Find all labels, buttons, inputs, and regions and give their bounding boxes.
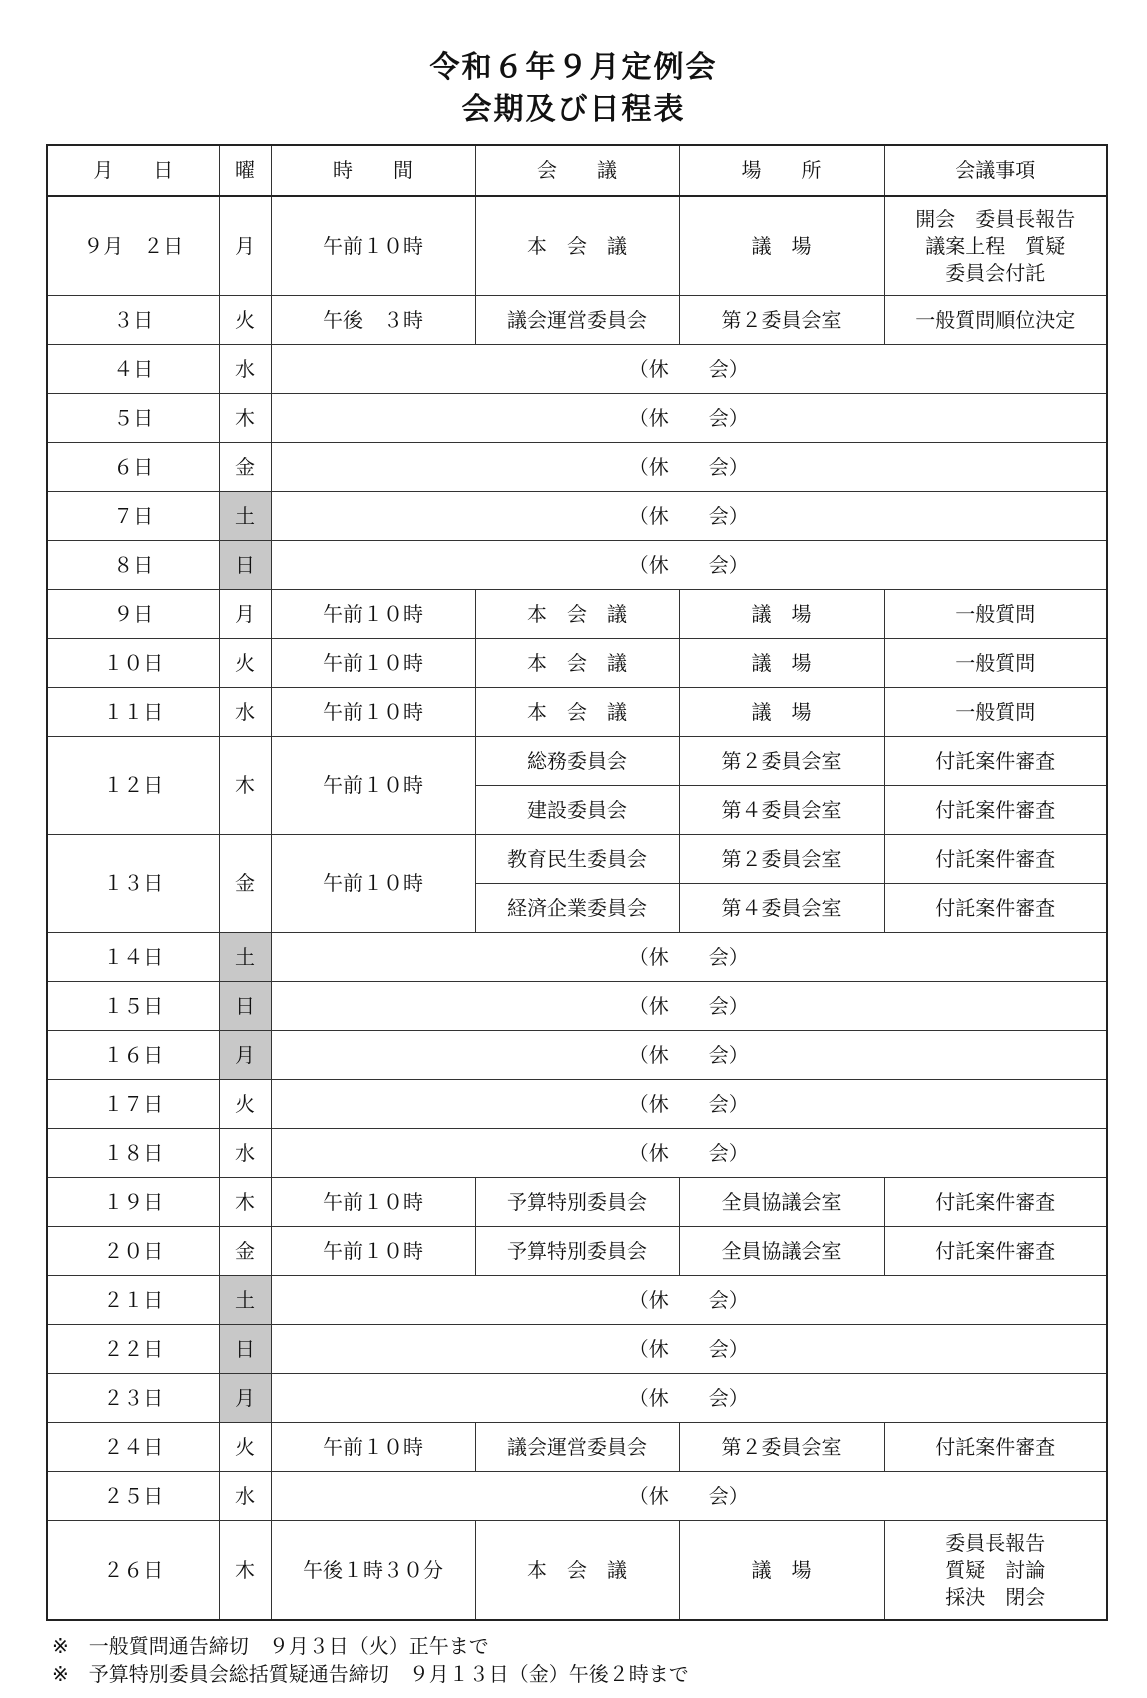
items-cell: 開会 委員長報告 議案上程 質疑 委員会付託 bbox=[884, 196, 1107, 296]
time-cell: 午前１０時 bbox=[271, 1227, 475, 1276]
weekday-cell: 火 bbox=[219, 1423, 271, 1472]
weekday-cell: 木 bbox=[219, 394, 271, 443]
meeting-cell: 議会運営委員会 bbox=[475, 296, 679, 345]
header-time: 時 間 bbox=[271, 145, 475, 196]
items-cell: 一般質問 bbox=[884, 590, 1107, 639]
date-cell: ３日 bbox=[47, 296, 219, 345]
table-row bbox=[47, 1031, 1107, 1080]
table-row bbox=[47, 1227, 1107, 1276]
place-cell: 議 場 bbox=[679, 639, 884, 688]
date-cell: １０日 bbox=[47, 639, 219, 688]
date-cell: ２０日 bbox=[47, 1227, 219, 1276]
table-row bbox=[47, 1178, 1107, 1227]
weekday-cell: 日 bbox=[219, 541, 271, 590]
items-cell: 一般質問 bbox=[884, 688, 1107, 737]
items-cell: 付託案件審査 bbox=[884, 1178, 1107, 1227]
table-row bbox=[47, 933, 1107, 982]
recess-cell: （休 会） bbox=[271, 345, 1107, 394]
weekday-cell: 木 bbox=[219, 1178, 271, 1227]
items-cell: 付託案件審査 bbox=[884, 1423, 1107, 1472]
items-cell: 一般質問 bbox=[884, 639, 1107, 688]
date-cell: ２５日 bbox=[47, 1472, 219, 1521]
time-cell: 午後１時３０分 bbox=[271, 1521, 475, 1621]
time-cell: 午前１０時 bbox=[271, 196, 475, 296]
date-cell: １６日 bbox=[47, 1031, 219, 1080]
date-cell: １７日 bbox=[47, 1080, 219, 1129]
recess-cell: （休 会） bbox=[271, 443, 1107, 492]
table-row bbox=[47, 443, 1107, 492]
date-cell: ２１日 bbox=[47, 1276, 219, 1325]
meeting-cell: 総務委員会 bbox=[475, 737, 679, 786]
date-cell: １４日 bbox=[47, 933, 219, 982]
date-cell: ４日 bbox=[47, 345, 219, 394]
recess-cell: （休 会） bbox=[271, 1325, 1107, 1374]
table-row bbox=[47, 1423, 1107, 1472]
weekday-cell: 木 bbox=[219, 737, 271, 835]
table-row bbox=[47, 639, 1107, 688]
place-cell: 第２委員会室 bbox=[679, 296, 884, 345]
weekday-cell: 水 bbox=[219, 1129, 271, 1178]
weekday-cell: 火 bbox=[219, 296, 271, 345]
place-cell: 議 場 bbox=[679, 1521, 884, 1621]
weekday-cell: 土 bbox=[219, 933, 271, 982]
table-row bbox=[47, 835, 1107, 884]
weekday-cell: 水 bbox=[219, 345, 271, 394]
time-cell: 午前１０時 bbox=[271, 1178, 475, 1227]
time-cell: 午前１０時 bbox=[271, 590, 475, 639]
header-weekday: 曜 bbox=[219, 145, 271, 196]
place-cell: 第２委員会室 bbox=[679, 1423, 884, 1472]
header-meeting: 会 議 bbox=[475, 145, 679, 196]
time-cell: 午前１０時 bbox=[271, 639, 475, 688]
recess-cell: （休 会） bbox=[271, 1031, 1107, 1080]
table-row bbox=[47, 345, 1107, 394]
header-place: 場 所 bbox=[679, 145, 884, 196]
header-items: 会議事項 bbox=[884, 145, 1107, 196]
date-cell: ２４日 bbox=[47, 1423, 219, 1472]
meeting-cell: 教育民生委員会 bbox=[475, 835, 679, 884]
table-header-row bbox=[47, 145, 1107, 196]
date-cell: ７日 bbox=[47, 492, 219, 541]
place-cell: 第２委員会室 bbox=[679, 835, 884, 884]
recess-cell: （休 会） bbox=[271, 1374, 1107, 1423]
table-row bbox=[47, 982, 1107, 1031]
date-cell: １８日 bbox=[47, 1129, 219, 1178]
meeting-cell: 建設委員会 bbox=[475, 786, 679, 835]
table-row bbox=[47, 1472, 1107, 1521]
document-title: 令和６年９月定例会 bbox=[429, 50, 718, 85]
table-row bbox=[47, 296, 1107, 345]
items-cell: 付託案件審査 bbox=[884, 835, 1107, 884]
weekday-cell: 金 bbox=[219, 835, 271, 933]
date-cell: ２３日 bbox=[47, 1374, 219, 1423]
meeting-cell: 予算特別委員会 bbox=[475, 1227, 679, 1276]
recess-cell: （休 会） bbox=[271, 933, 1107, 982]
weekday-cell: 月 bbox=[219, 1031, 271, 1080]
place-cell: 議 場 bbox=[679, 196, 884, 296]
note-general-question: ※ 一般質問通告締切 ９月３日（火）正午まで bbox=[52, 1634, 489, 1658]
document-subtitle: 会期及び日程表 bbox=[461, 92, 686, 127]
place-cell: 全員協議会室 bbox=[679, 1178, 884, 1227]
table-row bbox=[47, 1080, 1107, 1129]
weekday-cell: 土 bbox=[219, 1276, 271, 1325]
items-cell: 一般質問順位決定 bbox=[884, 296, 1107, 345]
header-date: 月 日 bbox=[47, 145, 219, 196]
weekday-cell: 火 bbox=[219, 1080, 271, 1129]
recess-cell: （休 会） bbox=[271, 541, 1107, 590]
schedule-table bbox=[46, 144, 1108, 1621]
table-row bbox=[47, 1129, 1107, 1178]
schedule-body bbox=[47, 196, 1107, 1620]
weekday-cell: 月 bbox=[219, 196, 271, 296]
table-row bbox=[47, 737, 1107, 786]
table-row bbox=[47, 1325, 1107, 1374]
recess-cell: （休 会） bbox=[271, 1129, 1107, 1178]
date-cell: ２２日 bbox=[47, 1325, 219, 1374]
recess-cell: （休 会） bbox=[271, 1276, 1107, 1325]
recess-cell: （休 会） bbox=[271, 394, 1107, 443]
time-cell: 午後 ３時 bbox=[271, 296, 475, 345]
time-cell: 午前１０時 bbox=[271, 835, 475, 933]
weekday-cell: 月 bbox=[219, 590, 271, 639]
place-cell: 議 場 bbox=[679, 590, 884, 639]
meeting-cell: 本 会 議 bbox=[475, 196, 679, 296]
table-row bbox=[47, 541, 1107, 590]
date-cell: １３日 bbox=[47, 835, 219, 933]
date-cell: １１日 bbox=[47, 688, 219, 737]
table-row bbox=[47, 688, 1107, 737]
weekday-cell: 月 bbox=[219, 1374, 271, 1423]
date-cell: １２日 bbox=[47, 737, 219, 835]
time-cell: 午前１０時 bbox=[271, 1423, 475, 1472]
table-row bbox=[47, 590, 1107, 639]
meeting-cell: 本 会 議 bbox=[475, 688, 679, 737]
weekday-cell: 土 bbox=[219, 492, 271, 541]
meeting-cell: 本 会 議 bbox=[475, 590, 679, 639]
place-cell: 全員協議会室 bbox=[679, 1227, 884, 1276]
items-cell: 付託案件審査 bbox=[884, 786, 1107, 835]
weekday-cell: 木 bbox=[219, 1521, 271, 1621]
weekday-cell: 金 bbox=[219, 443, 271, 492]
time-cell: 午前１０時 bbox=[271, 737, 475, 835]
weekday-cell: 日 bbox=[219, 982, 271, 1031]
meeting-cell: 本 会 議 bbox=[475, 1521, 679, 1621]
date-cell: ９月 ２日 bbox=[47, 196, 219, 296]
date-cell: １９日 bbox=[47, 1178, 219, 1227]
date-cell: ５日 bbox=[47, 394, 219, 443]
weekday-cell: 火 bbox=[219, 639, 271, 688]
weekday-cell: 金 bbox=[219, 1227, 271, 1276]
table-row bbox=[47, 1521, 1107, 1621]
place-cell: 議 場 bbox=[679, 688, 884, 737]
meeting-cell: 予算特別委員会 bbox=[475, 1178, 679, 1227]
items-cell: 委員長報告 質疑 討論 採決 閉会 bbox=[884, 1521, 1107, 1621]
date-cell: ６日 bbox=[47, 443, 219, 492]
recess-cell: （休 会） bbox=[271, 982, 1107, 1031]
table-row bbox=[47, 394, 1107, 443]
place-cell: 第４委員会室 bbox=[679, 786, 884, 835]
table-row bbox=[47, 1276, 1107, 1325]
date-cell: ９日 bbox=[47, 590, 219, 639]
date-cell: １５日 bbox=[47, 982, 219, 1031]
place-cell: 第２委員会室 bbox=[679, 737, 884, 786]
note-budget-question: ※ 予算特別委員会総括質疑通告締切 ９月１３日（金）午後２時まで bbox=[52, 1662, 689, 1686]
recess-cell: （休 会） bbox=[271, 1080, 1107, 1129]
items-cell: 付託案件審査 bbox=[884, 1227, 1107, 1276]
recess-cell: （休 会） bbox=[271, 1472, 1107, 1521]
place-cell: 第４委員会室 bbox=[679, 884, 884, 933]
table-row bbox=[47, 492, 1107, 541]
date-cell: ８日 bbox=[47, 541, 219, 590]
meeting-cell: 議会運営委員会 bbox=[475, 1423, 679, 1472]
weekday-cell: 日 bbox=[219, 1325, 271, 1374]
weekday-cell: 水 bbox=[219, 688, 271, 737]
weekday-cell: 水 bbox=[219, 1472, 271, 1521]
recess-cell: （休 会） bbox=[271, 492, 1107, 541]
table-row bbox=[47, 1374, 1107, 1423]
meeting-cell: 経済企業委員会 bbox=[475, 884, 679, 933]
meeting-cell: 本 会 議 bbox=[475, 639, 679, 688]
date-cell: ２６日 bbox=[47, 1521, 219, 1621]
items-cell: 付託案件審査 bbox=[884, 737, 1107, 786]
items-cell: 付託案件審査 bbox=[884, 884, 1107, 933]
table-row bbox=[47, 196, 1107, 296]
time-cell: 午前１０時 bbox=[271, 688, 475, 737]
notes bbox=[52, 1632, 689, 1688]
